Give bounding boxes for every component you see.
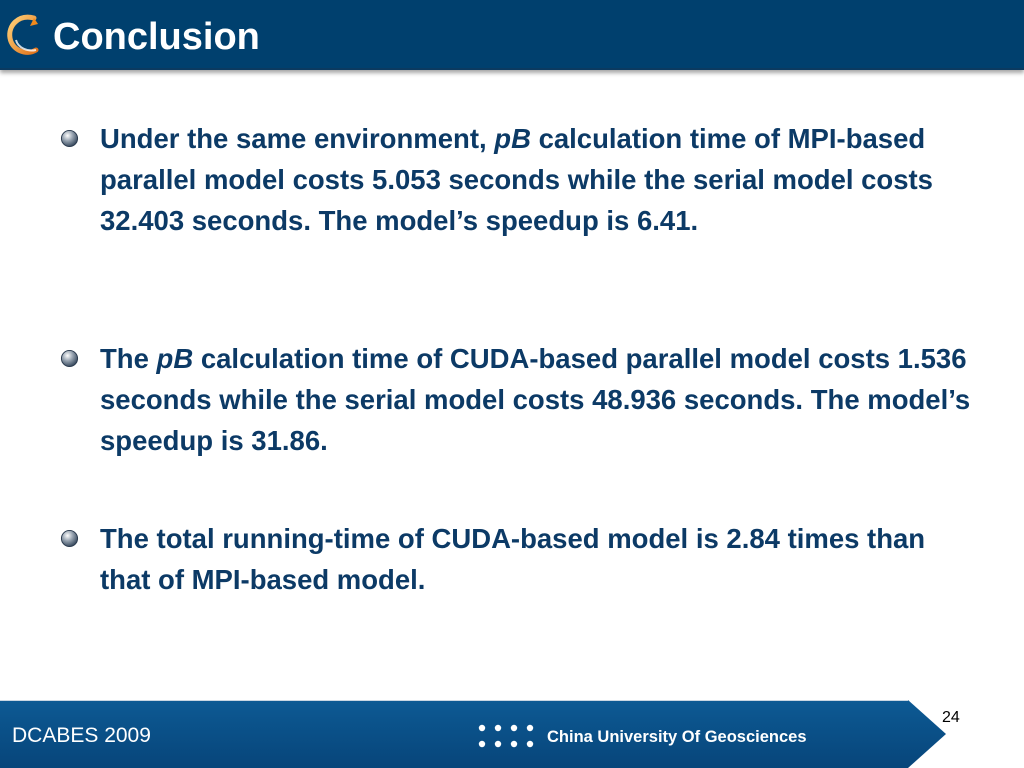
sphere-bullet-icon [60, 349, 79, 368]
footer-university-label: China University Of Geosciences [547, 728, 807, 746]
bullet-text-end: calculation time of MPI-based parallel model costs 5.053 seconds while the serial model costs 32.403 seconds. The model’s speedup is 6.41. [100, 123, 933, 236]
bullet-text-italic: pB [156, 343, 194, 374]
page-title: Conclusion [53, 16, 260, 58]
bullet-text-start: The total running-time of CUDA-based model is 2.84 times than that of MPI-based model. [100, 523, 926, 595]
bullet-text-start: Under the same environment, [100, 123, 495, 154]
swirl-logo-icon [4, 12, 42, 58]
footer-conference-label: DCABES 2009 [12, 724, 151, 747]
footer [0, 700, 1024, 768]
dot-grid-icon [476, 722, 540, 752]
sphere-bullet-icon [60, 129, 79, 148]
bullet-text-end: calculation time of CUDA-based parallel model costs 1.536 seconds while the serial model costs 48.936 seconds. The model’s speedup is 31.86. [100, 343, 971, 456]
page-number: 24 [942, 709, 960, 726]
bullet-text-start: The [100, 343, 157, 374]
bullet-item [100, 518, 980, 600]
sphere-bullet-icon [60, 529, 79, 548]
bullet-text-italic: pB [494, 123, 531, 154]
bullet-item [100, 118, 980, 241]
bullet-item [100, 338, 980, 461]
title-bar [0, 0, 1024, 70]
